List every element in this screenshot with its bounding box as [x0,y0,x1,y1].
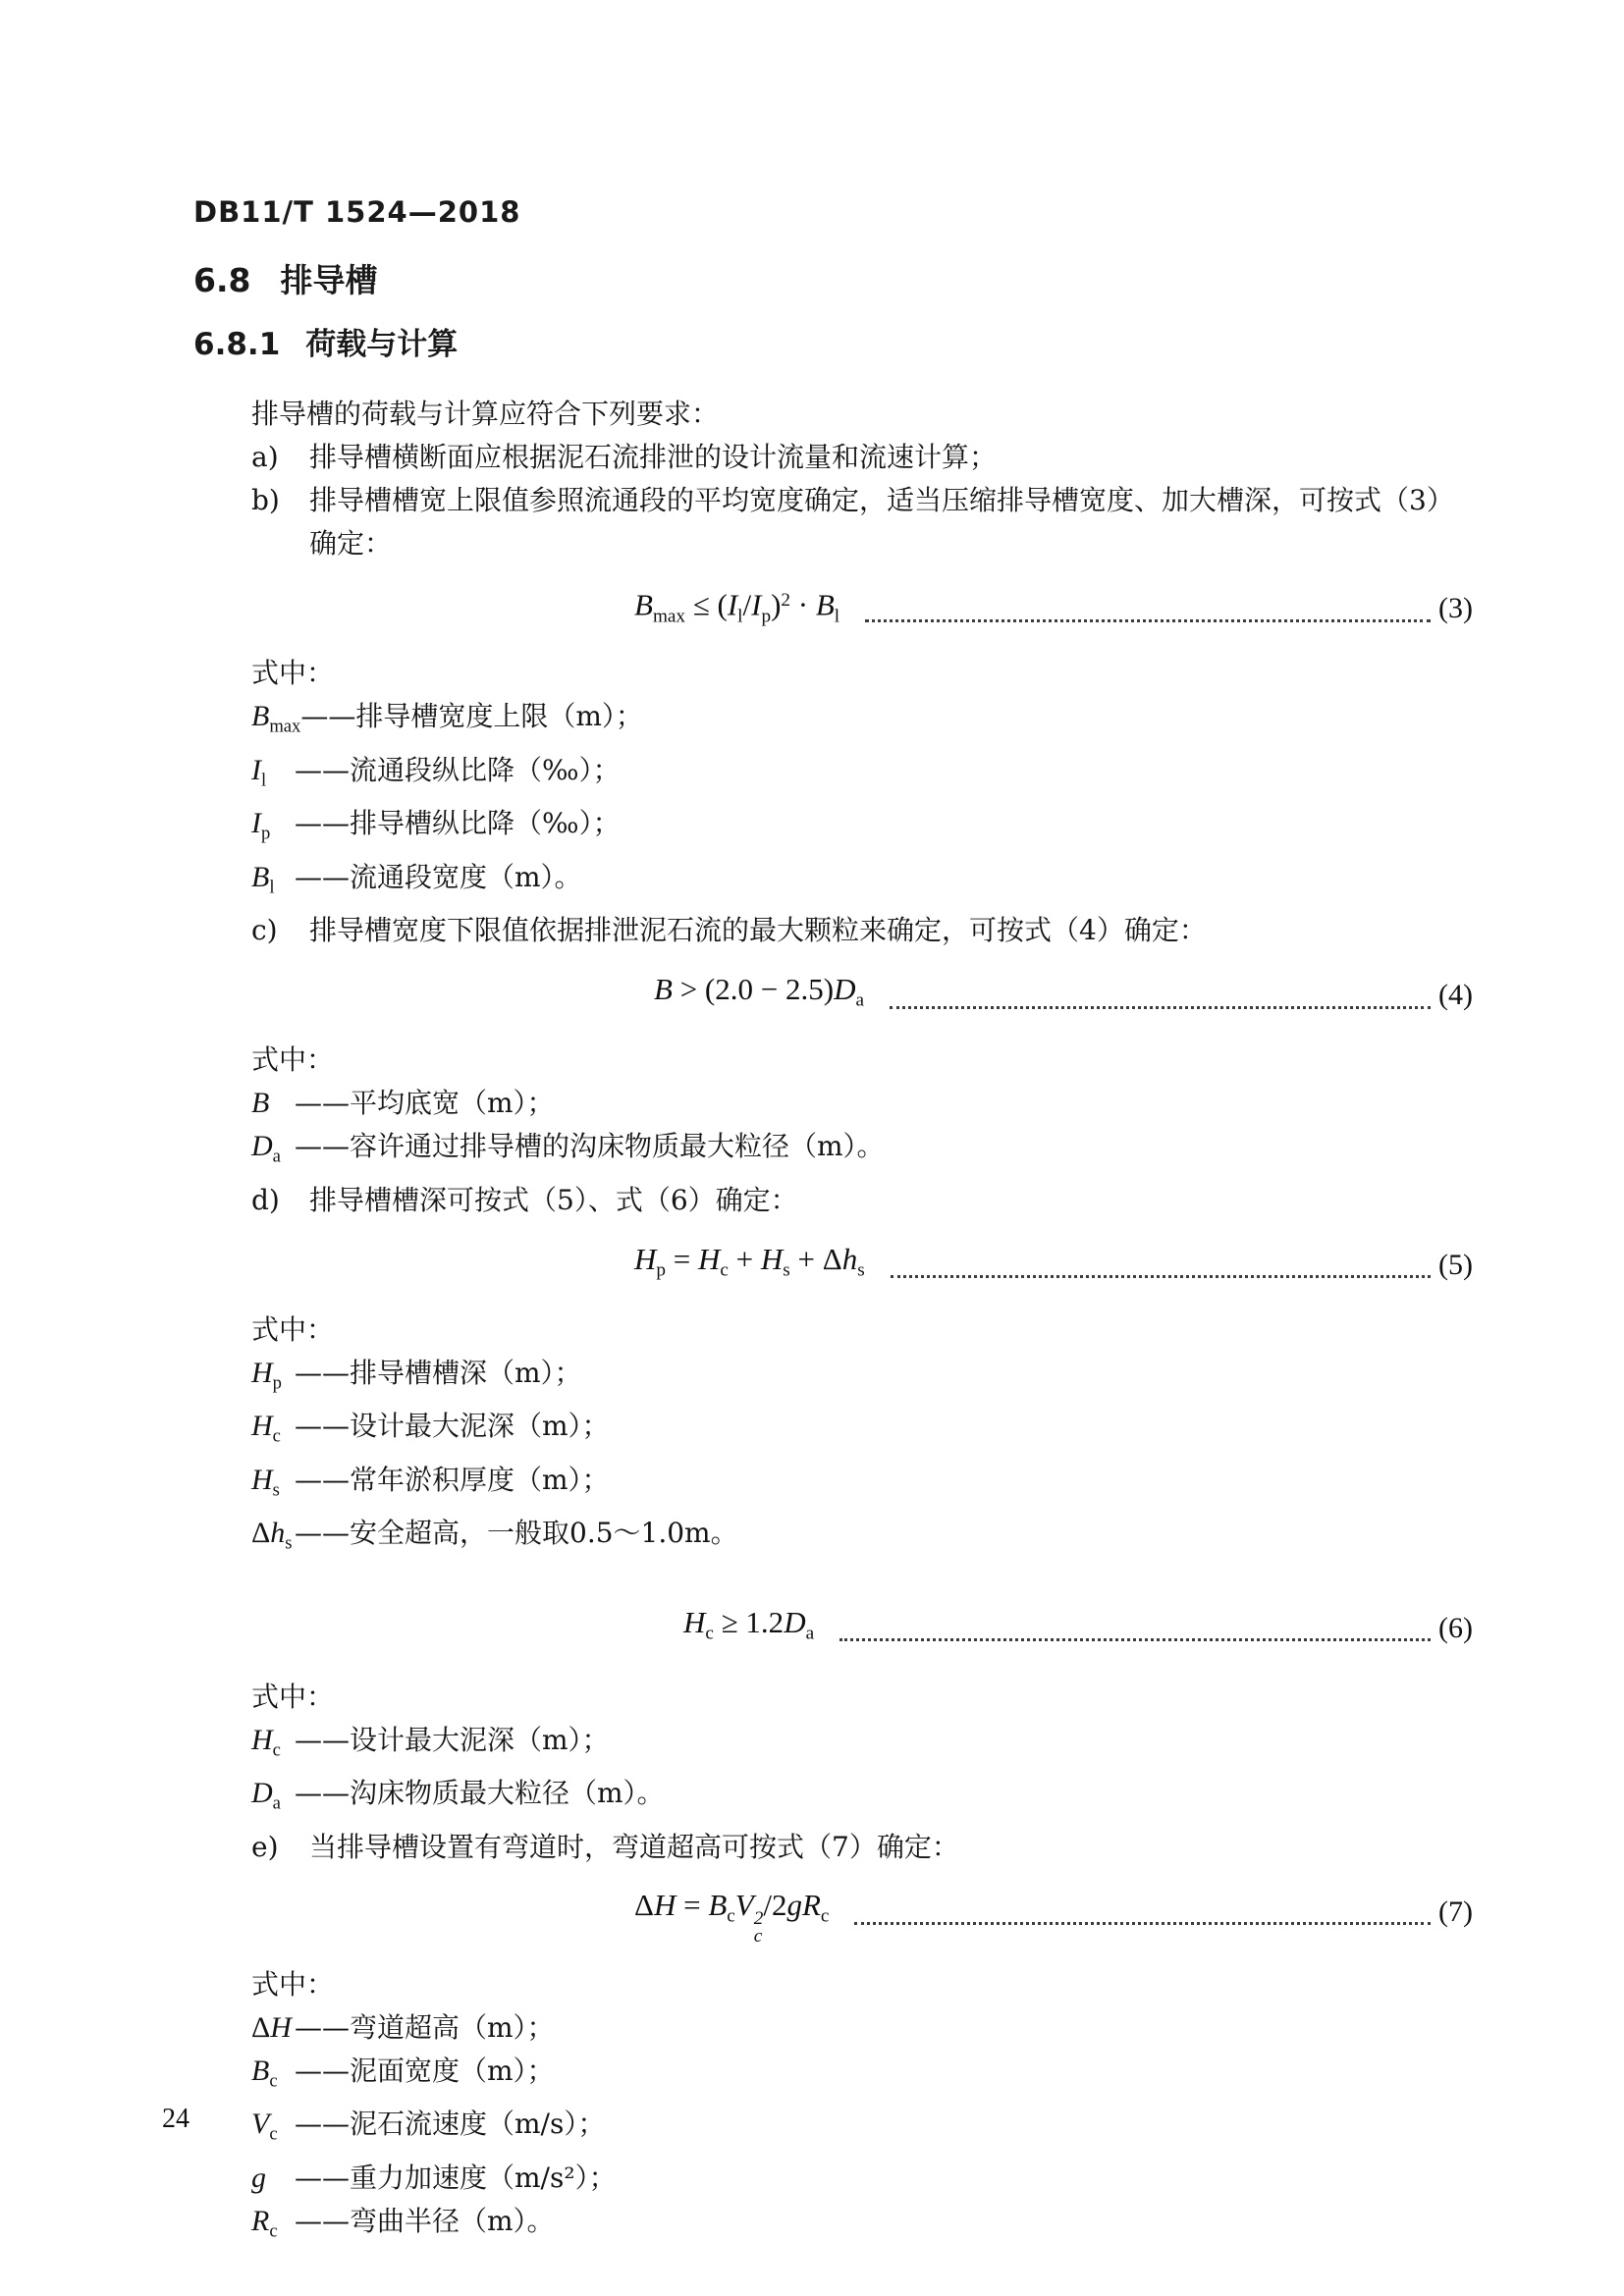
symbol-description: ——泥石流速度（m/s）； [295,2108,606,2140]
symbol: $H_c$ [251,1723,281,1760]
symbol: $D_a$ [251,1130,281,1167]
symbol: $H_c$ [251,1410,281,1447]
formula-6-number: (6) [1438,1611,1473,1644]
def-row-ip [251,802,1473,856]
symbol-description: ——弯道超高（m）； [295,2010,555,2044]
symbol-description: ——设计最大泥深（m）； [295,1723,610,1756]
subsection-heading [193,328,458,361]
symbol: g [251,2161,266,2194]
symbol-description: ——沟床物质最大粒径（m）。 [295,1777,665,1809]
symbol: $D_a$ [251,1777,281,1814]
intro-paragraph: 排导槽的荷载与计算应符合下列要求： [251,398,720,430]
def-row-hc2 [251,1719,1473,1773]
def-row-hc [251,1405,1473,1459]
symbol-description: ——重力加速度（m/s²）； [295,2161,617,2194]
section-number: 6.8 [193,261,251,299]
formula-5-expression: $H_p = H_c + H_s + \Delta h_s$ [634,1241,865,1281]
dotted-leader [854,1922,1431,1925]
symbol-description: ——流通段纵比降（‰）； [295,753,621,786]
symbol: $H_p$ [251,1356,282,1393]
section-heading [193,263,377,298]
def-row-rc [251,2200,1473,2254]
item-text: 排导槽槽宽上限值参照流通段的平均宽度确定，适当压缩排导槽宽度、加大槽深，可按式（3）确定： [309,484,1454,560]
def-row-hs [251,1459,1473,1513]
formula-3-number: (3) [1438,592,1473,624]
item-marker: d) [251,1183,280,1216]
def-row-vc [251,2103,1473,2157]
item-text: 排导槽横断面应根据泥石流排泄的设计流量和流速计算； [309,441,998,473]
subsection-number: 6.8.1 [193,327,281,362]
symbol-description: ——设计最大泥深（m）； [295,1410,610,1442]
section-title: 排导槽 [280,261,378,299]
where-label: 式中： [251,1043,335,1076]
formula-4-row [251,968,1473,1023]
item-marker: a) [251,441,279,473]
symbol-description: ——泥面宽度（m）； [295,2054,555,2087]
list-item-a [251,436,1473,479]
dotted-leader [839,1638,1431,1641]
subsection-title: 荷载与计算 [305,327,459,362]
symbol-description: ——排导槽宽度上限（m）； [300,700,643,732]
item-marker: c) [251,914,278,946]
where-label: 式中： [251,1967,335,2001]
dotted-leader [890,1006,1431,1009]
body-content [251,393,1473,2253]
symbol-description: ——排导槽槽深（m）； [295,1356,582,1389]
symbol-description: ——平均底宽（m）； [295,1087,555,1119]
list-item-e [251,1826,1473,1869]
symbol-description: ——弯曲半径（m）。 [295,2204,555,2237]
def-row-hp [251,1352,1473,1406]
item-marker: b) [251,484,280,516]
symbol-description: ——排导槽纵比降（‰）； [295,807,621,839]
item-text: 当排导槽设置有弯道时，弯道超高可按式（7）确定： [309,1830,959,1863]
def-row-bmax [251,695,1473,749]
formula-4-number: (4) [1438,979,1473,1011]
doc-code: DB11/T 1524—2018 [193,195,521,229]
def-row-g [251,2157,1473,2200]
dotted-leader [891,1275,1431,1278]
symbol: ΔH [251,2010,292,2044]
where-label: 式中： [251,1680,335,1713]
list-item-c [251,909,1473,952]
item-text: 排导槽宽度下限值依据排泄泥石流的最大颗粒来确定，可按式（4）确定： [309,914,1207,946]
def-row-dhs [251,1512,1473,1566]
formula-7-expression: $\Delta H = B_cV$ 2 c $/2gR_c$ [634,1887,830,1947]
item-text: 排导槽槽深可按式（5）、式（6）确定： [309,1183,798,1216]
symbol: $V_c$ [251,2108,278,2145]
formula-6-row [251,1601,1473,1656]
formula-5-number: (5) [1438,1248,1473,1281]
def-row-da [251,1125,1473,1179]
symbol: $I_l$ [251,753,267,790]
formula-4-expression: $B > (2.0 - 2.5)D_a$ [654,972,864,1011]
symbol-description: ——常年淤积厚度（m）； [295,1463,610,1496]
def-row-da2 [251,1772,1473,1826]
dotted-leader [865,619,1431,622]
symbol: $B_l$ [251,860,275,897]
formula-3-expression: $B_{max} \le (I_l/I_p)^2 \cdot B_l$ [634,587,840,627]
item-marker: e) [251,1830,279,1863]
where-label: 式中： [251,1312,335,1346]
def-row-bl [251,856,1473,910]
list-item-d [251,1179,1473,1222]
formula-5-row [251,1238,1473,1293]
formula-7-row [251,1885,1473,1947]
def-row-b [251,1082,1473,1125]
formula-7-number: (7) [1438,1895,1473,1928]
symbol: $\Delta h_s$ [251,1517,293,1554]
where-label: 式中： [251,657,335,689]
list-item-b [251,479,1473,565]
page-number: 24 [162,2104,189,2134]
symbol: $B_{max}$ [251,700,301,737]
formula-6-expression: $H_c \ge 1.2D_a$ [683,1604,815,1644]
symbol: $R_c$ [251,2204,278,2241]
symbol: $I_p$ [251,807,271,844]
def-row-bc [251,2050,1473,2104]
symbol-description: ——容许通过排导槽的沟床物质最大粒径（m）。 [295,1130,885,1162]
symbol: $B_c$ [251,2054,278,2091]
symbol-description: ——安全超高，一般取0.5～1.0m。 [295,1517,738,1549]
def-row-il [251,749,1473,803]
symbol-description: ——流通段宽度（m）。 [295,860,582,893]
def-row-dh [251,2006,1473,2050]
symbol: $H_s$ [251,1463,280,1500]
formula-3-row [251,581,1473,636]
symbol: B [251,1087,270,1119]
